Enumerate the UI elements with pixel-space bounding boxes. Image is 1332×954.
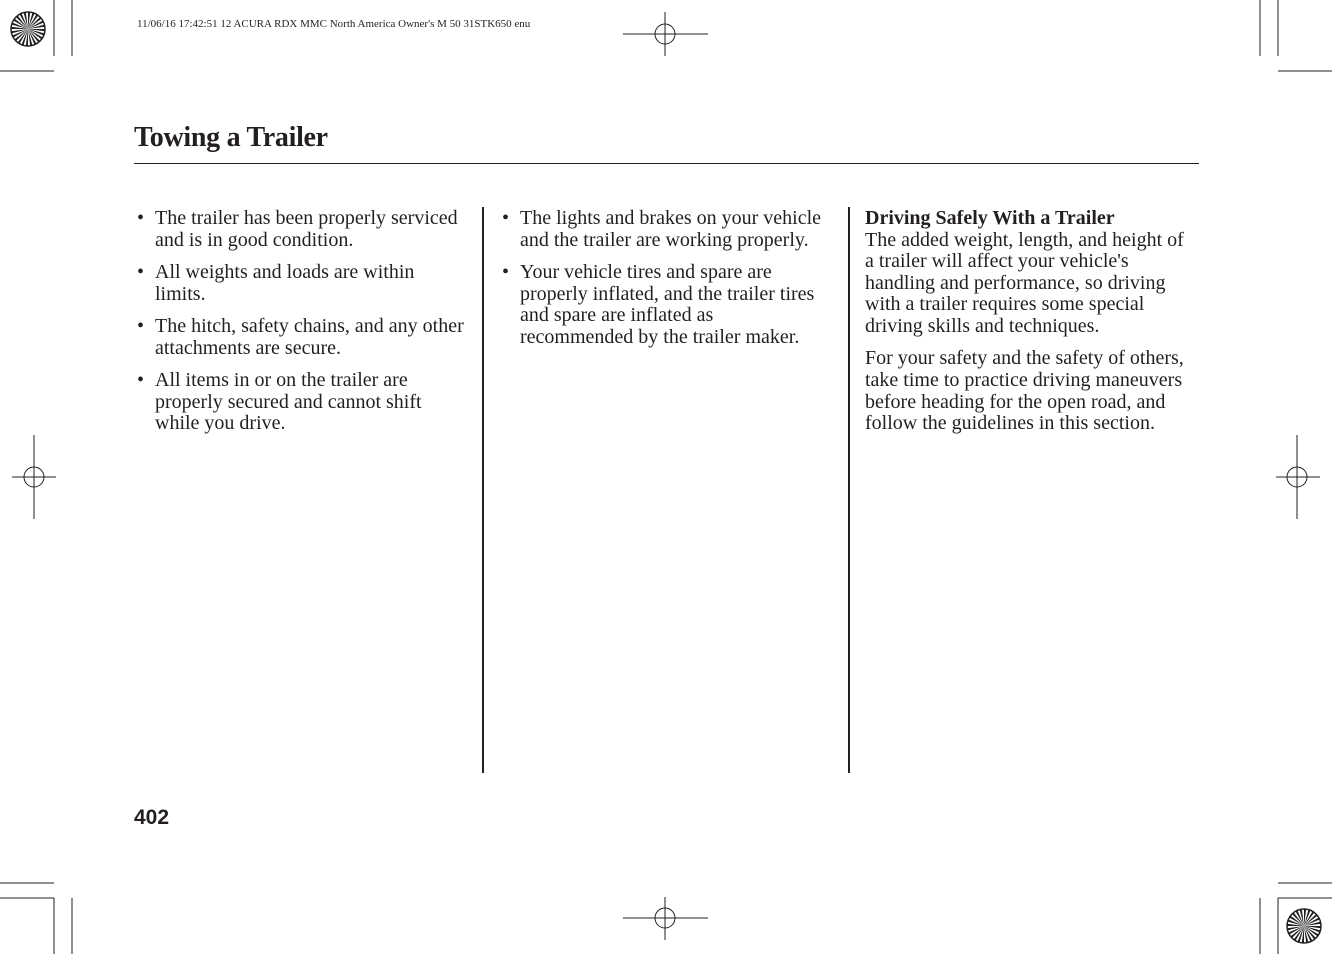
registration-target-icon — [623, 12, 708, 56]
body-paragraph: The added weight, length, and height of a trailer will affect your vehicle's handling and performance, so driving with a trailer requires some special driving skills and techniques. — [865, 228, 1184, 337]
list-item: • Your vehicle tires and spare are properly inflated, and the trailer tires and spare are inflated as recommended by the trailer maker. — [499, 262, 829, 348]
column-divider — [848, 207, 850, 773]
checklist-left — [134, 208, 464, 435]
column-divider — [482, 207, 484, 773]
registration-target-icon — [12, 435, 56, 519]
section-heading: Driving Safely With a Trailer — [865, 207, 1115, 229]
registration-target-icon — [623, 897, 708, 940]
list-item: • The hitch, safety chains, and any other attachments are secure. — [134, 316, 464, 359]
print-job-stamp: 11/06/16 17:42:51 12 ACURA RDX MMC North America Owner's M 50 31STK650 enu — [137, 18, 531, 30]
list-item: • The trailer has been properly serviced and is in good condition. — [134, 208, 464, 251]
list-item: • All items in or on the trailer are properly secured and cannot shift while you drive. — [134, 370, 464, 435]
page-title: Towing a Trailer — [134, 122, 328, 153]
list-item: • All weights and loads are within limits. — [134, 262, 464, 305]
column-middle — [499, 208, 829, 359]
body-paragraph: For your safety and the safety of others, take time to practice driving maneuvers before heading for the open road, and follow the guidelines in this section. — [865, 347, 1184, 435]
list-item: • The lights and brakes on your vehicle and the trailer are working properly. — [499, 208, 829, 251]
checklist-middle — [499, 208, 829, 348]
starburst-target-icon — [1287, 909, 1321, 943]
page-number: 402 — [134, 806, 170, 829]
column-right — [865, 208, 1195, 446]
starburst-target-icon — [11, 12, 45, 46]
title-rule — [134, 163, 1199, 164]
column-left — [134, 208, 464, 446]
registration-target-icon — [1276, 435, 1320, 519]
